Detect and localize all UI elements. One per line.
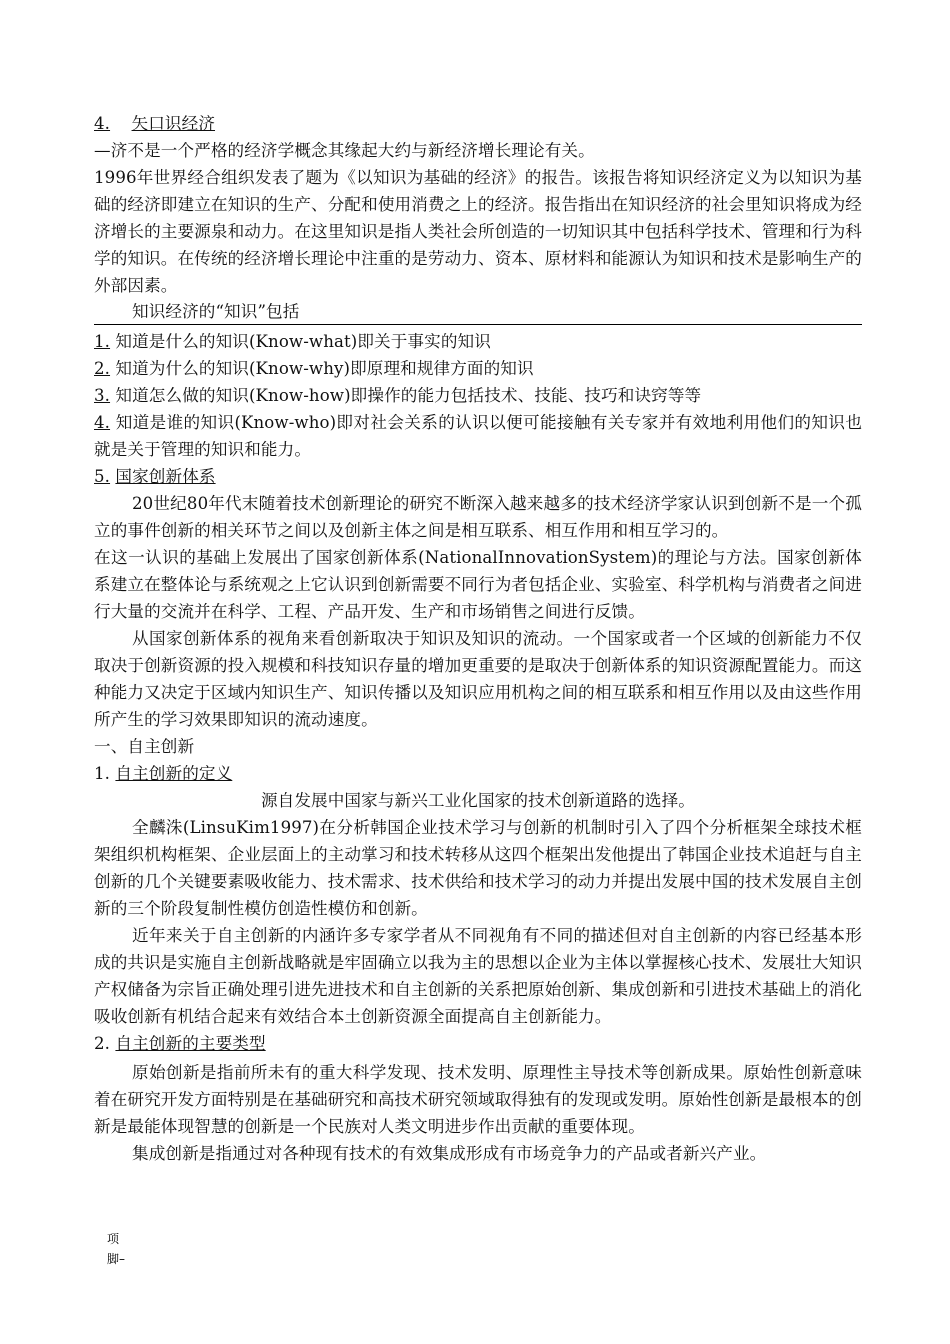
- paragraph-linsu-kim: 全麟洙(LinsuKim1997)在分析韩国企业技术学习与创新的机制时引入了四个分析框架全球技术框架组织机构框架、企业层面上的主动掌习和技术转移从这四个框架出发他提出了韩国企业技术追赶与自主创新的几个关键要素吸收能力、技术需求、技术供给和技术学习的动力并提出发展中国的技术发展自主创新的三个阶段复制性模仿创造性模仿和创新。: [94, 818, 862, 918]
- heading-5-title: 国家创新体系: [115, 467, 216, 486]
- subheading-types-num: 2.: [94, 1034, 111, 1053]
- page-footer: [107, 1229, 125, 1269]
- subheading-definition-num: 1.: [94, 764, 111, 783]
- heading-4: [94, 110, 862, 137]
- knowledge-item-text: 知道是什么的知识(Know-what)即关于事实的知识: [115, 332, 491, 351]
- paragraph-source: 源自发展中国家与新兴工业化国家的技术创新道路的选择。: [260, 791, 696, 810]
- knowledge-item-text: 知道是谁的知识(Know-who)即对社会关系的认识以便可能接触有关专家并有效地利用他们的知识也就是关于管理的知识和能力。: [94, 413, 863, 459]
- knowledge-item-2: [94, 355, 862, 382]
- paragraph-1980s: 20世纪80年代末随着技术创新理论的研究不断深入越来越多的技术经济学家认识到创新不是一个孤立的事件创新的相关环节之间以及创新主体之间是相互联系、相互作用和相互学习的。: [94, 494, 862, 540]
- paragraph-intro: —济不是一个严格的经济学概念其缘起大约与新经济增长理论有关。: [94, 141, 595, 160]
- paragraph-national-innovation-system: 在这一认识的基础上发展出了国家创新体系(NationalInnovationSystem)的理论与方法。国家创新体系建立在整体论与系统观之上它认识到创新需要不同行为者包括企业、实验室、科学机构与消费者之间进行大量的交流并在科学、工程、产品开发、生产和市场销售之间进行反馈。: [94, 548, 862, 621]
- knowledge-item-num: 2.: [94, 359, 111, 378]
- footer-line-2: 脚–: [107, 1252, 126, 1266]
- knowledge-item-text: 知道怎么做的知识(Know-how)即操作的能力包括技术、技能、技巧和诀窍等等: [115, 386, 702, 405]
- subheading-definition: [94, 760, 862, 787]
- heading-4-num: 4.: [94, 114, 111, 133]
- subheading-types: [94, 1030, 862, 1057]
- knowledge-item-3: [94, 382, 862, 409]
- paragraph-original-innovation: 原始创新是指前所未有的重大科学发现、技术发明、原理性主导技术等创新成果。原始性创新意味着在研究开发方面特别是在基础研究和高技术研究领域取得独有的发现或发明。原始性创新是最根本的创新是最能体现智慧的创新是一个民族对人类文明进步作出贡献的重要体现。: [94, 1063, 862, 1136]
- heading-5-num: 5.: [94, 467, 111, 486]
- heading-4-title: 矢口识经济: [131, 114, 216, 133]
- paragraph-integrated-innovation: 集成创新是指通过对各种现有技术的有效集成形成有市场竞争力的产品或者新兴产业。: [132, 1144, 767, 1163]
- paragraph-knowledge-flow: 从国家创新体系的视角来看创新取决于知识及知识的流动。一个国家或者一个区域的创新能力不仅取决于创新资源的投入规模和科技知识存量的增加更重要的是取决于创新体系的知识资源配置能力。而这种能力又决定于区域内知识生产、知识传播以及知识应用机构之间的相互联系和相互作用以及由这些作用所产生的学习效果即知识的流动速度。: [94, 629, 862, 729]
- subheading-types-title: 自主创新的主要类型: [115, 1034, 266, 1053]
- knowledge-item-num: 3.: [94, 386, 111, 405]
- section-independent-innovation: 一、自主创新: [94, 737, 195, 756]
- knowledge-item-num: 4.: [94, 413, 111, 432]
- paragraph-recent-consensus: 近年来关于自主创新的内涵许多专家学者从不同视角有不同的描述但对自主创新的内容已经基本形成的共识是实施自主创新战略就是牢固确立以我为主的思想以企业为主体以掌握核心技术、发展壮大知识产权储备为宗旨正确处理引进先进技术和自主创新的关系把原始创新、集成创新和引进技术基础上的消化吸收创新有机结合起来有效结合本土创新资源全面提高自主创新能力。: [94, 926, 862, 1026]
- knowledge-item-1: [94, 328, 862, 355]
- subheading-definition-title: 自主创新的定义: [115, 764, 233, 783]
- knowledge-item-4: [94, 409, 862, 463]
- knowledge-heading: 知识经济的“知识”包括: [94, 299, 862, 325]
- heading-5: [94, 463, 862, 490]
- document-page: [94, 110, 862, 1167]
- knowledge-item-num: 1.: [94, 332, 111, 351]
- footer-line-1: 项: [107, 1232, 120, 1246]
- knowledge-item-text: 知道为什么的知识(Know-why)即原理和规律方面的知识: [115, 359, 534, 378]
- paragraph-1996-report: 1996年世界经合组织发表了题为《以知识为基础的经济》的报告。该报告将知识经济定义为以知识为基础的经济即建立在知识的生产、分配和使用消费之上的经济。报告指出在知识经济的社会里知识将成为经济增长的主要源泉和动力。在这里知识是指人类社会所创造的一切知识其中包括科学技术、管理和行为科学的知识。在传统的经济增长理论中注重的是劳动力、资本、原材料和能源认为知识和技术是影响生产的外部因素。: [94, 168, 862, 295]
